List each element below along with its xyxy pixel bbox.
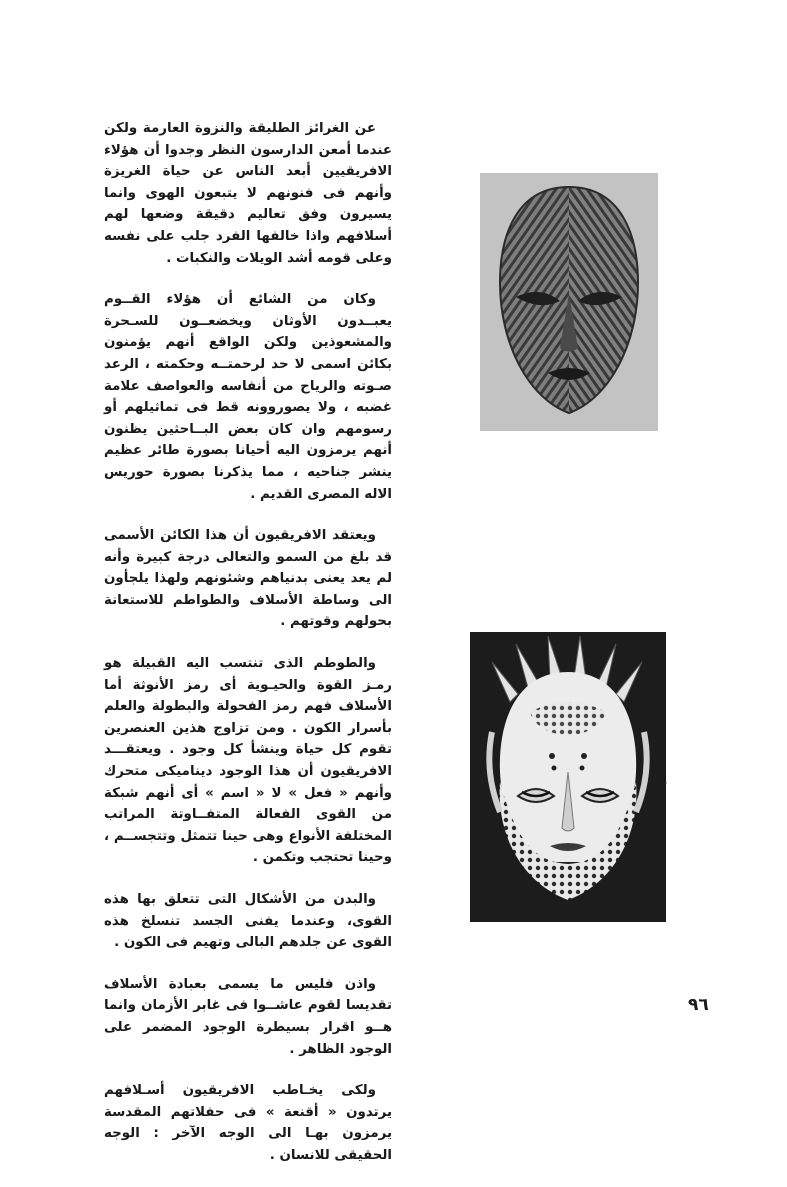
page-number: ٩٦	[688, 995, 709, 1015]
striated-mask-image	[480, 173, 658, 431]
paragraph-7: ولكى يخـاطب الافريقيون أسـلافهم يرتدون « أقنعة » فى حفلاتهم المقدسة يرمزون بهـا الى الوجه الآخر : الوجه الحقيقى للانسان .	[104, 1083, 392, 1163]
striated-mask-photo	[480, 173, 658, 431]
crested-mask-photo	[470, 632, 666, 922]
paragraph-2: وكان من الشائع أن هؤلاء القــوم يعبــدون الأوثان ويخضعــون للسـحرة والمشعوذين ولكن الواقع أنهم يؤمنون بكائن اسمى لا حد لرحمتــه وحكمته ، الرعد صـوته والرياح من أنفاسه والعواصف علامة غضبه ، ولا يصوروونه قط فى تماثيلهم أو رسومهم وان كان بعض البــاحثين يظنون أنهم يرمزون اليه أحيانا بصورة طائر عظيم ينشر جناحيه ، مما يذكرنا بصورة حوريس الاله المصرى القديم .	[104, 292, 392, 502]
crested-mask-image	[470, 632, 666, 922]
edge-mark: ·	[664, 776, 668, 790]
article-text-column	[104, 118, 392, 1187]
paragraph-1: عن الغرائز الطليقة والنزوة العارمة ولكن عندما أمعن الدارسون النظر وجدوا أن هؤلاء الافريقيين أبعد الناس عن حياة الغريزة وأنهم فى فنونهم لا يتبعون الهوى وانما يسيرون وفق تعاليم دقيقة وضعها لهم أسلافهم واذا خالفها الفرد جلب على نفسه وعلى قومه أشد الويلات والنكبات .	[104, 121, 392, 266]
paragraph-6: واذن فليس ما يسمى بعبادة الأسلاف تقديسا لقوم عاشــوا فى غابر الأزمان وانما هــو اقرار بسيطرة الوجود المضمر على الوجود الظاهر .	[104, 976, 392, 1057]
paragraph-5: والبدن من الأشكال التى تتعلق بها هذه القوى، وعندما يفنى الجسد تنسلخ هذه القوى عن جلدهم البالى وتهيم فى الكون .	[104, 892, 392, 951]
paragraph-4: والطوطم الذى تنتسب اليه القبيلة هو رمـز القوة والحيـوية أى رمز الأنوثة أما الأسلاف فهم رمز الفحولة والبطولة والعلم بأسرار الكون . ومن تزاوج هذين العنصرين تقوم كل حياة وينشأ كل وجود . ويعتقـــد الافريقيون أن هذا الوجود ديناميكى متحرك وأنهم « فعل » لا « اسم » أى أنهم شبكة من القوى الفعالة المتفــاوتة المراتب المختلفة الأنواع وهى حينا تتمثل وتتجســم ، وحينا تحتجب وتكمن .	[104, 656, 392, 866]
paragraph-3: ويعتقد الافريقيون أن هذا الكائن الأسمى قد بلغ من السمو والتعالى درجة كبيرة وأنه لم يعد يعنى بدنياهم وشئونهم ولهذا يلجأون الى وساطة الأسلاف والطواطم للاستعانة بحولهم وقوتهم .	[104, 528, 392, 630]
